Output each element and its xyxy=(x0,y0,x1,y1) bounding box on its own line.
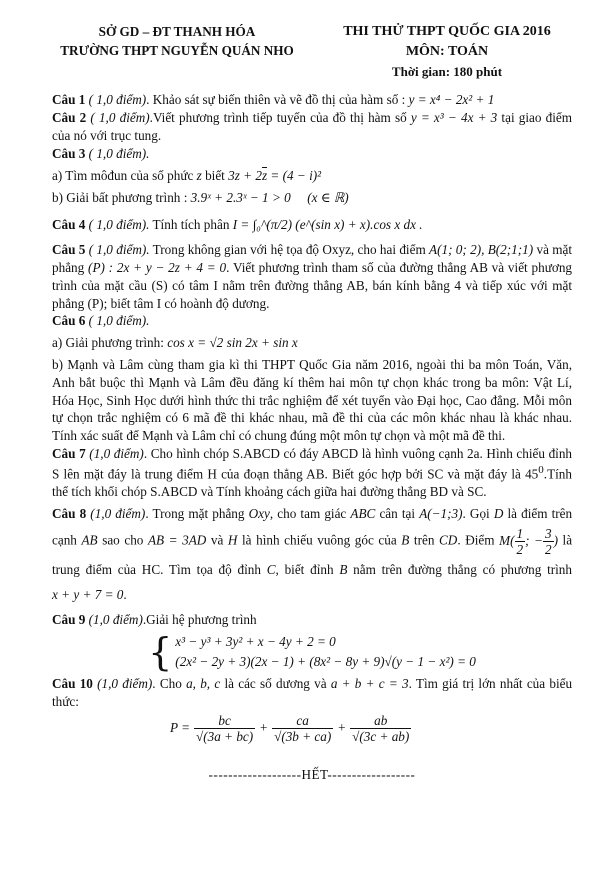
question-points: ( 1,0 điểm). xyxy=(88,217,150,233)
exam-title: THI THỬ THPT QUỐC GIA 2016 xyxy=(343,24,551,39)
exam-duration: Thời gian: 180 phút xyxy=(391,63,503,79)
text-seg: . Điểm xyxy=(457,532,495,548)
question-6b: b) Mạnh và Lâm cùng tham gia kì thi THPT Quốc Gia năm 2016, ngoài thi ba môn Toán, Văn, Anh bắt buộc thì Mạnh và Lâm đều đăng kí thêm hai môn tự chọn khác trong ba môn: Vật Lí, Hóa Học, Sinh Học dưới hình thức thi trắc nghiệm để xét tuyển vào Đại học, Cao đẳng. Mỗi môn tự chọn trắc nghiệm có 6 mã đề thi khác nhau, mã đề thi của các môn khác nhau là khác nhau. Tính xác suất để Mạnh và Lâm chỉ có chung đúng một môn tự chọn và một mã đề thi. xyxy=(52,357,572,444)
question-text-continued: tại giao điểm của nó với trục tung. xyxy=(52,110,573,144)
system-equation-2: (2x² − 2y + 3)(2x − 1) + (8x² − 8y + 9)√(y − 1 − x²) = 0 xyxy=(175,654,476,670)
text-seg: , cho tam giác xyxy=(269,505,347,521)
point-h: H xyxy=(227,532,238,548)
fraction-numerator: bc xyxy=(194,713,255,729)
question-3b xyxy=(52,189,572,207)
text-seg: là các số dương và xyxy=(224,675,327,691)
equation-right: = (4 − i)² xyxy=(267,167,322,183)
fraction-denominator: √(3c + ab) xyxy=(352,728,410,744)
fraction-denominator: √(3b + ca) xyxy=(274,728,332,744)
question-6a xyxy=(52,334,572,352)
school-info xyxy=(52,22,302,81)
fraction-3 xyxy=(350,713,411,744)
text-seg: . Cho xyxy=(152,675,182,691)
conjugate-z: z xyxy=(261,167,268,183)
equation-system xyxy=(52,630,572,675)
text-seg: và xyxy=(210,532,224,548)
part-a-text: a) Giải phương trình: xyxy=(52,335,164,351)
domain-note: (x ∈ ℝ) xyxy=(307,189,349,205)
points-ab: A(1; 0; 2), B(2;1;1) xyxy=(429,242,534,258)
fraction-numerator: 1 xyxy=(516,525,524,541)
equation-left: 3z + 2 xyxy=(228,167,262,183)
question-3 xyxy=(52,145,572,163)
question-points: ( 1,0 điểm) xyxy=(90,110,150,126)
left-brace-icon: { xyxy=(148,630,173,675)
system-lines xyxy=(175,632,476,672)
exam-page xyxy=(52,22,572,784)
question-points: ( 1,0 điểm). xyxy=(88,242,150,258)
text-seg: là trung điểm của HC. Tìm tọa độ đỉnh xyxy=(52,532,573,578)
question-points: ( 1,0 điểm) xyxy=(88,92,147,108)
question-text: .Viết phương trình tiếp tuyến của đồ thị hàm số xyxy=(149,110,407,126)
question-9 xyxy=(52,611,572,629)
fraction-denominator: 2 xyxy=(544,542,552,558)
question-label: Câu 9 xyxy=(52,612,86,628)
fraction-denominator: 2 xyxy=(516,542,524,558)
question-text-b: .Tính thể tích khối chóp S.ABCD và Tính khoảng cách giữa hai đường thẳng BD và SC. xyxy=(52,466,572,500)
text-seg: . Tìm giá trị lớn nhất của biểu thức: xyxy=(52,675,573,709)
function-formula: y = x⁴ − 2x² + 1 xyxy=(408,92,495,108)
question-7 xyxy=(52,445,572,501)
point-d: D xyxy=(493,505,504,521)
complex-equation xyxy=(228,168,321,183)
question-label: Câu 3 xyxy=(52,145,86,161)
inequality-formula: 3.9ˣ + 2.3ˣ − 1 > 0 xyxy=(190,189,291,205)
plane-equation: (P) : 2x + y − 2z + 4 = 0 xyxy=(88,259,227,275)
point-b: B xyxy=(339,562,348,578)
integral-formula: I = ∫₀^(π/2) (e^(sin x) + x).cos x dx . xyxy=(232,217,423,233)
question-text: Trong không gian với hệ tọa độ Oxyz, cho hai điểm xyxy=(152,242,426,258)
function-formula: y = x³ − 4x + 3 xyxy=(410,110,498,126)
question-points: (1,0 điểm) xyxy=(97,675,153,691)
system-equation-1: x³ − y³ + 3y² + x − 4y + 2 = 0 xyxy=(175,634,336,650)
end-marker: -------------------HẾT------------------ xyxy=(208,766,416,782)
question-label: Câu 2 xyxy=(52,110,87,126)
part-b-text: b) Giải bất phương trình : xyxy=(52,189,188,205)
text-seg: . xyxy=(123,587,127,603)
point-a: A(−1;3) xyxy=(419,505,463,521)
fraction-numerator: 3 xyxy=(544,525,552,541)
plane-name: Oxy xyxy=(248,505,270,521)
part-a-text2: biết xyxy=(205,167,225,183)
question-label: Câu 4 xyxy=(52,217,86,233)
point-b: B xyxy=(401,532,410,548)
question-2 xyxy=(52,109,572,145)
point-m: M( $\frac{1}{2}$ ; − $\frac{3}{2}$ ) xyxy=(499,525,558,558)
line-equation: x + y + 7 = 0 xyxy=(52,587,124,603)
part-a-text: a) Tìm môđun của số phức xyxy=(52,167,194,183)
question-points: ( 1,0 điểm). xyxy=(88,313,150,329)
question-text: . Khảo sát sự biến thiên và vẽ đồ thị của hàm số : xyxy=(146,92,406,108)
department-name: SỞ GD – ĐT THANH HÓA xyxy=(98,24,256,39)
question-points: ( 1,0 điểm). xyxy=(88,145,150,161)
triangle-name: ABC xyxy=(350,505,376,521)
p-label: P = xyxy=(170,720,191,736)
question-label: Câu 8 xyxy=(52,505,87,521)
question-label: Câu 10 xyxy=(52,675,93,691)
text-seg: . Trong mặt phẳng xyxy=(145,505,245,521)
text-seg: , biết đỉnh xyxy=(275,562,334,578)
degree-sup: 0 xyxy=(538,463,544,476)
question-6 xyxy=(52,312,572,330)
question-label: Câu 6 xyxy=(52,313,86,329)
school-name: TRƯỜNG THPT NGUYỄN QUÁN NHO xyxy=(60,43,294,59)
question-label: Câu 1 xyxy=(52,92,86,108)
text-seg: là điểm trên cạnh xyxy=(52,505,573,548)
point-c: C xyxy=(266,562,276,578)
question-10 xyxy=(52,675,572,711)
expression-p: P = $\frac{bc}{√(3a + bc)}$ + $\frac{ca}{√(3b + ca)}$ + $\frac{ab}{√(3c + ab)}$ xyxy=(170,712,410,744)
segment-ab: AB xyxy=(81,532,98,548)
question-text: . Cho hình chóp S.ABCD có đáy ABCD là hình vuông cạnh 2a. Hình chiếu đỉnh S lên mặt đáy là trung điểm H của đoạn thẳng AB. Biết góc hợp bởi SC và mặt đáy là 45 xyxy=(52,446,573,482)
fraction-numerator: ab xyxy=(350,713,411,729)
sum-condition: a + b + c = 3 xyxy=(330,675,409,691)
question-label: Câu 5 xyxy=(52,242,86,258)
complex-var: z xyxy=(196,167,202,183)
question-1 xyxy=(52,91,572,109)
m-y-fraction xyxy=(543,526,554,557)
question-text: Tính tích phân xyxy=(152,217,230,233)
question-text-c: . Viết phương trình tham số của đường thẳng AB và viết phương trình của mặt cầu (S) có tâm I nằm trên đường thẳng AB, bán kính bằng 4 và tiếp xúc với mặt phẳng (P); biết tâm I có hoành độ dương. xyxy=(52,259,573,311)
text-seg: là hình chiếu vuông góc của xyxy=(242,532,397,548)
segment-cd: CD xyxy=(439,532,458,548)
trig-equation: cos x = √2 sin 2x + sin x xyxy=(167,335,298,351)
fraction-numerator: ca xyxy=(272,713,333,729)
question-5 xyxy=(52,241,572,312)
question-3a xyxy=(52,167,572,185)
text-seg: . Gọi xyxy=(462,505,490,521)
question-8 xyxy=(52,501,572,608)
ratio-condition: AB = 3AD xyxy=(147,532,207,548)
fraction-denominator: √(3a + bc) xyxy=(196,728,254,744)
exam-info xyxy=(322,22,572,81)
question-points: (1,0 điểm) xyxy=(90,505,146,521)
exam-header xyxy=(52,22,572,81)
question-points: (1,0 điểm) xyxy=(88,612,143,628)
point-m-label: M xyxy=(499,532,511,548)
exam-subject: MÔN: TOÁN xyxy=(405,44,489,60)
question-text: .Giải hệ phương trình xyxy=(142,612,257,628)
question-points: (1,0 điểm) xyxy=(89,446,144,462)
fraction-2 xyxy=(272,713,333,744)
text-seg: sao cho xyxy=(102,532,144,548)
variables: a, b, c xyxy=(186,675,221,691)
question-label: Câu 7 xyxy=(52,446,86,462)
question-4 xyxy=(52,216,572,234)
text-seg: trên xyxy=(413,532,435,548)
m-x-fraction xyxy=(515,526,526,557)
fraction-1 xyxy=(194,713,255,744)
text-seg: cân tại xyxy=(379,505,416,521)
text-seg: nằm trên đường thẳng có phương trình xyxy=(353,562,572,578)
question-text-b: và mặt phẳng xyxy=(52,242,573,275)
